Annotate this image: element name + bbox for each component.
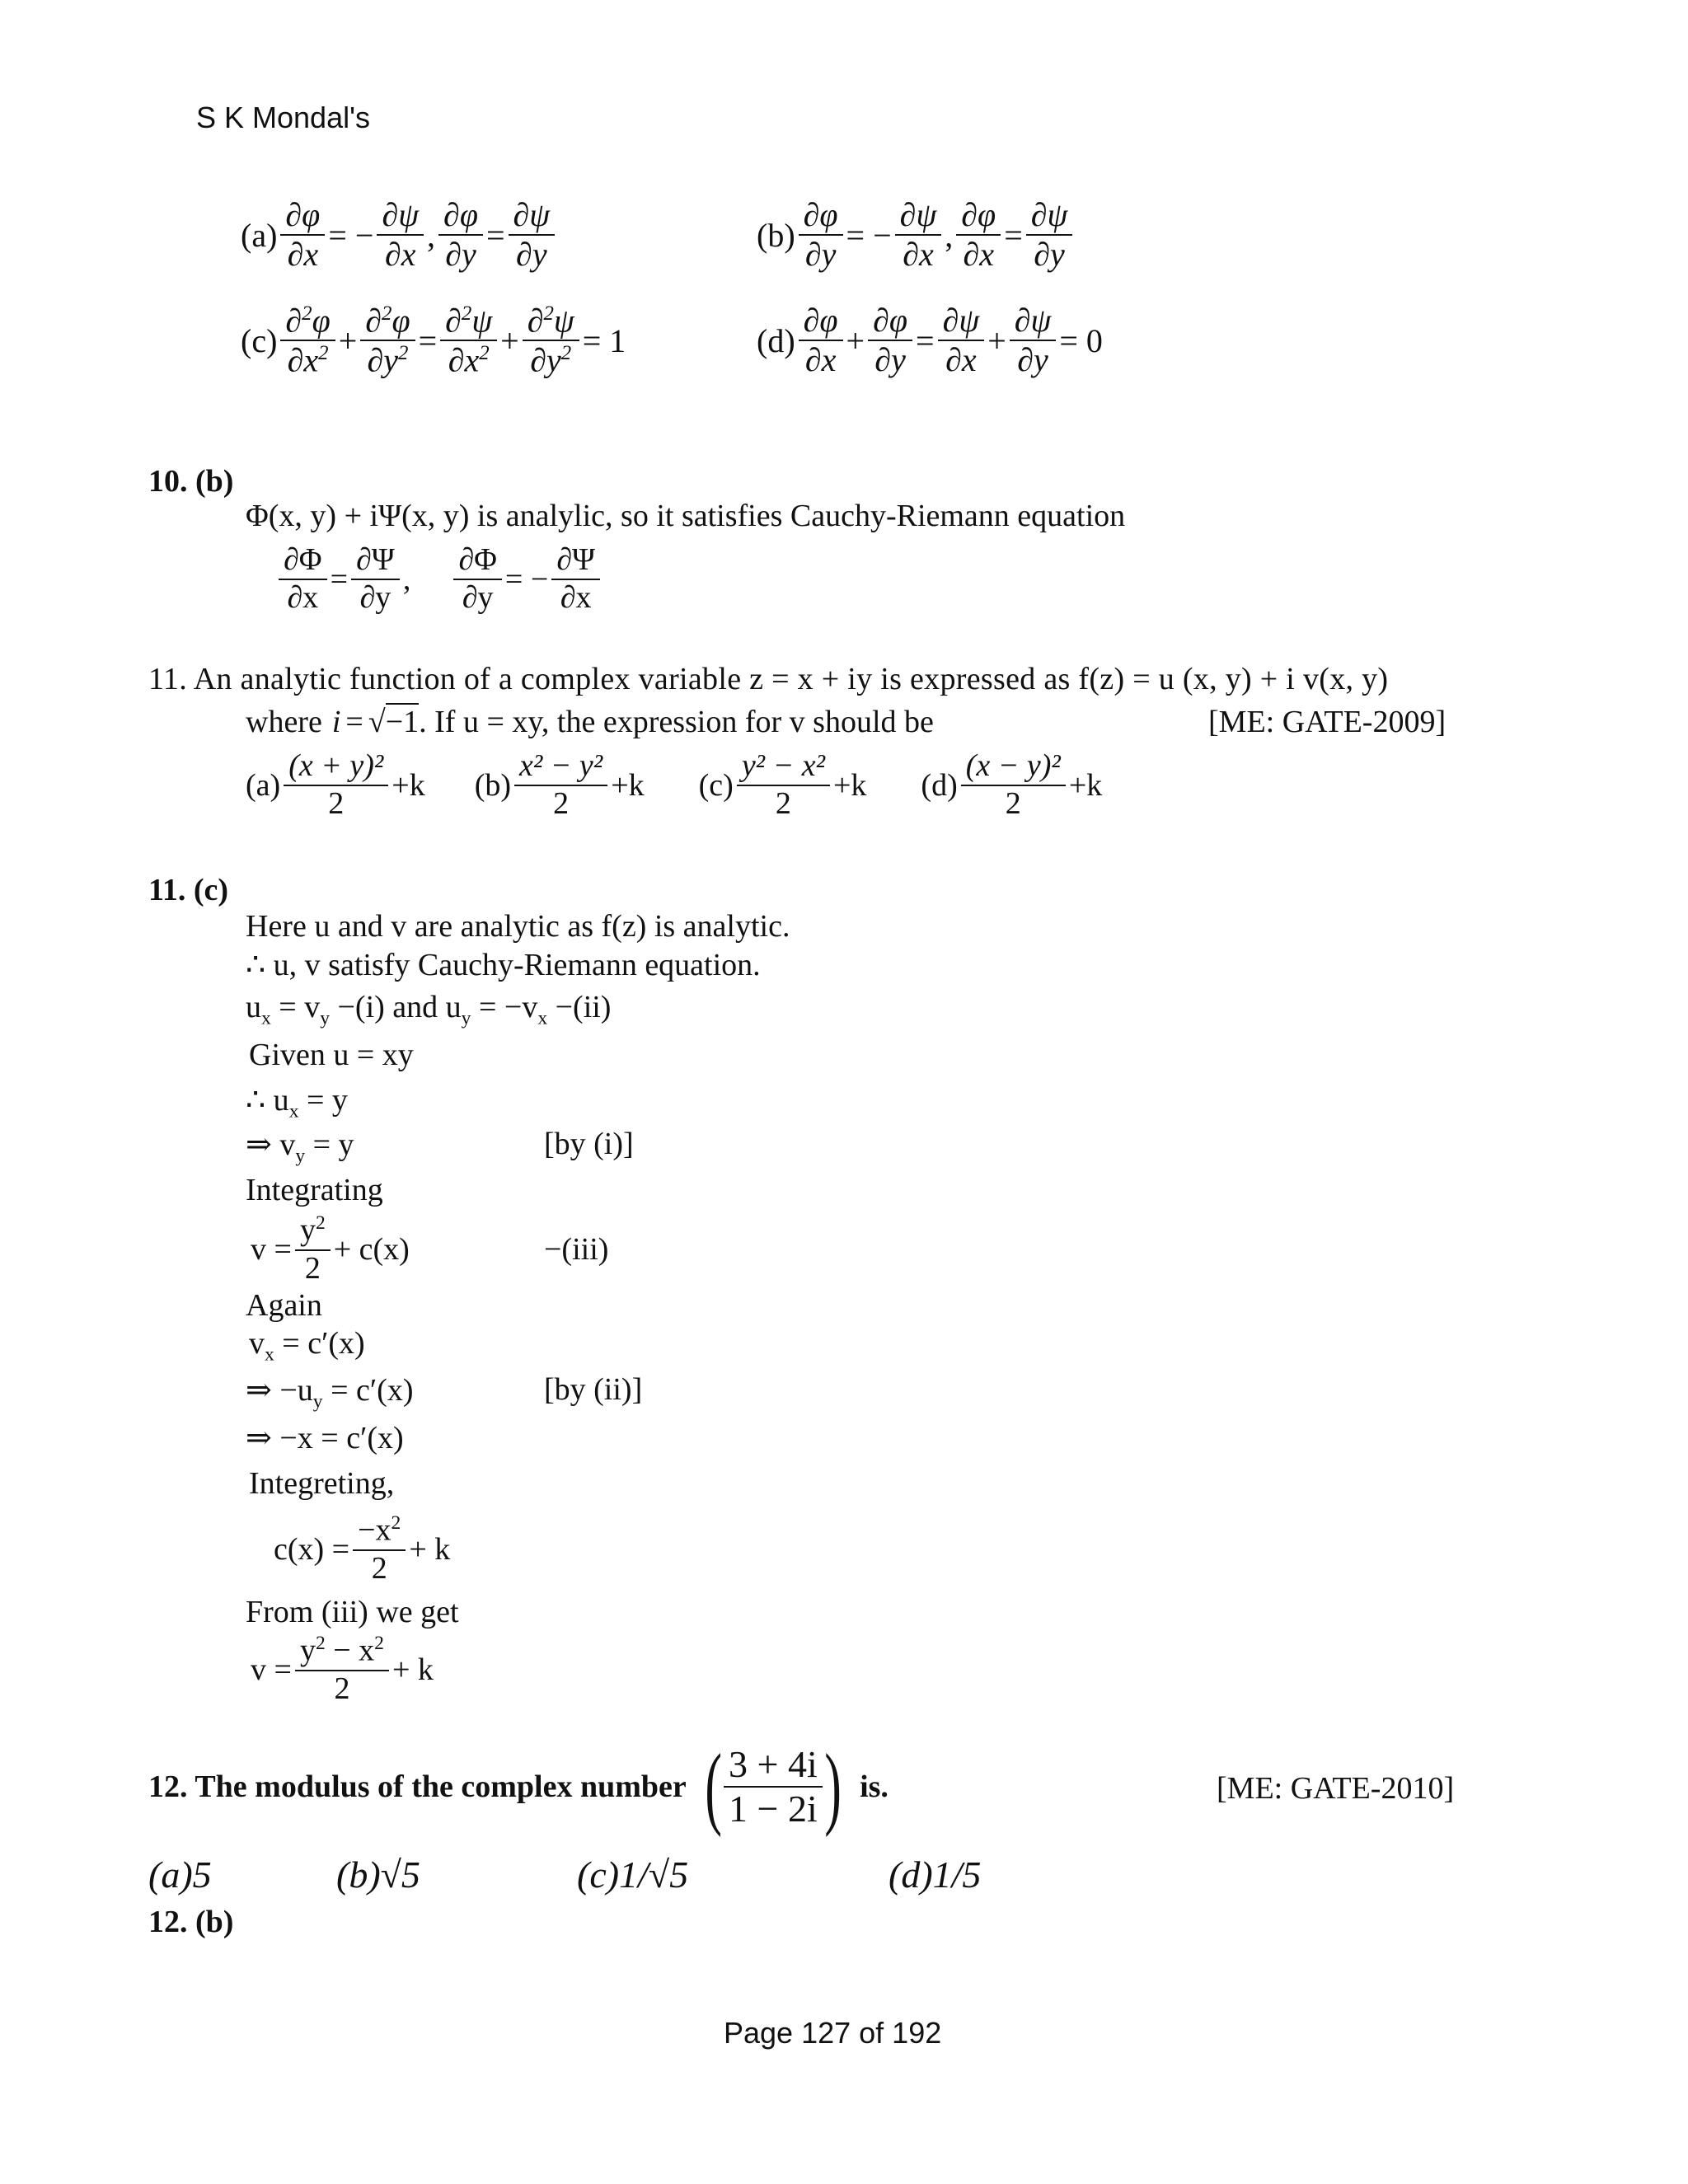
- answer-11-cx-equation: c(x) = $\frac{-x^2}{2}$ + k: [274, 1512, 451, 1586]
- answer-11-line: ∴ $u_x = y$: [246, 1083, 348, 1122]
- q9-option-a: (a) $\frac{\partial\varphi}{\partial x}$ = − $\frac{\partial\psi}{\partial x}$ , $\frac{\partial\varphi}{\partial y}$ = $\frac{\partial\psi}{\partial y}$: [241, 198, 558, 272]
- question-11-options: [246, 750, 1102, 821]
- q11-option-c: (c) $\frac{\text{y² − x²}}{2}$ +k: [698, 748, 867, 821]
- answer-11-line: $u_x = v_y -(i)$ and $u_y = -v_x -(ii)$: [246, 990, 612, 1029]
- q12-option-b: (b)√5: [336, 1854, 420, 1896]
- answer-12-heading: 12. (b): [148, 1905, 234, 1939]
- q9-option-c: (c) $\frac{\partial^2\varphi}{\partial x^2}$ + $\frac{\partial^2\varphi}{\partial y^2}$ = $\frac{\partial^2\psi}{\partial x^2}$ + $\frac{\partial^2\psi}{\partial y^2}$ = 1: [241, 302, 626, 379]
- question-12-text: 12. The modulus of the complex number: [148, 1769, 687, 1804]
- question-11-where: where: [246, 705, 322, 739]
- answer-11-line: ∴ u, v satisfy Cauchy-Riemann equation.: [246, 948, 761, 982]
- answer-10-text: Φ(x, y) + iΨ(x, y) is analylic, so it satisfies Cauchy-Riemann equation: [246, 499, 1126, 533]
- sqrt-minus-one: √−1: [368, 705, 420, 739]
- answer-11-line: Integrating: [246, 1173, 383, 1207]
- option-label: (d): [757, 321, 795, 359]
- answer-11-tag: [by (ii)]: [544, 1372, 643, 1407]
- option-label: (b): [757, 216, 795, 254]
- answer-11-line: ⇒ −x = c′(x): [246, 1421, 404, 1455]
- q9-option-b: (b) $\frac{\partial\varphi}{\partial y}$ = − $\frac{\partial\psi}{\partial x}$ , $\frac{\partial\varphi}{\partial x}$ = $\frac{\partial\psi}{\partial y}$: [757, 198, 1076, 272]
- answer-11-v-equation: v = $\frac{y^2}{2}$ + c(x): [251, 1212, 410, 1286]
- question-11-tag: [ME: GATE-2009]: [1208, 705, 1447, 739]
- q12-numerator: 3 + 4i: [724, 1745, 823, 1788]
- author-header: S K Mondal's: [196, 101, 370, 134]
- answer-11-line: Again: [246, 1288, 322, 1323]
- q12-option-c: (c)1/√5: [577, 1854, 689, 1896]
- answer-11-line: Given u = xy: [249, 1038, 414, 1072]
- q12-denominator: 1 − 2i: [729, 1788, 818, 1830]
- answer-11-tag: −(iii): [544, 1232, 609, 1267]
- q11-option-d: (d) $\frac{\text{(x − y)²}}{2}$ +k: [921, 748, 1103, 821]
- answer-11-final-equation: v = $\frac{y^2 - x^2}{2}$ + k: [251, 1633, 434, 1706]
- q12-option-a: (a)5: [148, 1854, 212, 1896]
- answer-11-line: ⇒ $v_y = y$: [246, 1127, 354, 1167]
- answer-11-line: ⇒ $-u_y = c'(x)$: [246, 1373, 414, 1413]
- answer-11-line: Here u and v are analytic as f(z) is analytic.: [246, 909, 790, 944]
- question-12-tag: [ME: GATE-2010]: [1217, 1771, 1455, 1806]
- answer-11-line: From (iii) we get: [246, 1595, 459, 1629]
- page-number: Page 127 of 192: [724, 2016, 942, 2050]
- answer-11-heading: 11. (c): [148, 873, 229, 907]
- option-label: (a): [241, 216, 278, 254]
- q12-option-d: (d)1/5: [889, 1854, 982, 1896]
- option-label: (c): [241, 321, 278, 359]
- answer-11-line: Integreting,: [249, 1466, 395, 1501]
- q9-option-d: (d) $\frac{\partial\varphi}{\partial x}$ + $\frac{\partial\varphi}{\partial y}$ = $\frac{\partial\psi}{\partial x}$ + $\frac{\partial\psi}{\partial y}$ = 0: [757, 302, 1103, 378]
- answer-11-line: $v_x = c'(x)$: [249, 1326, 365, 1366]
- q11-option-a: (a) $\frac{\text{(x + y)²}}{2}$ +k: [246, 748, 425, 821]
- question-11-line2-text: . If u = xy, the expression for v should be: [419, 705, 934, 739]
- question-11-line1: 11. An analytic function of a complex variable z = x + iy is expressed as f(z) = u (x, y) + i v(x, y): [148, 662, 1389, 696]
- question-12-tail: is.: [860, 1769, 889, 1804]
- question-12: 12. The modulus of the complex number ( $\frac{3 + 4i}{1 - 2i}$ ) is.: [148, 1736, 889, 1838]
- question-11-line2: where i = √−1 . If u = xy, the expression for v should be: [246, 705, 934, 739]
- answer-10-heading: 10. (b): [148, 464, 234, 499]
- answer-10-equations: $\frac{\partial\Phi}{\partial x}$ = $\frac{\partial\Psi}{\partial y}$ , $\frac{\partial\Phi}{\partial y}$ = − $\frac{\partial\Psi}{\partial x}$: [275, 544, 603, 615]
- answer-11-tag: [by (i)]: [544, 1127, 634, 1161]
- q11-option-b: (b) $\frac{\text{x² − y²}}{2}$ +k: [474, 748, 645, 821]
